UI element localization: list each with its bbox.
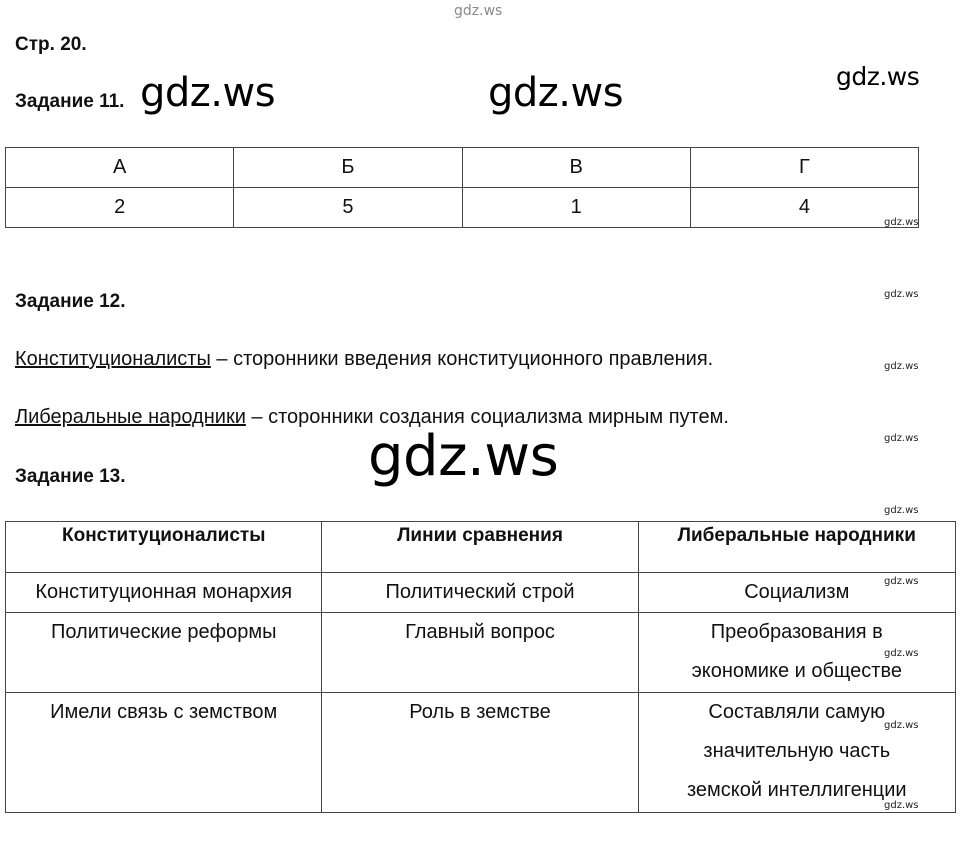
- page-reference: Стр. 20.: [15, 34, 87, 55]
- column-header: Либеральные народники: [638, 522, 955, 573]
- table-cell: Имели связь с земством: [6, 693, 322, 813]
- watermark-large: gdz.ws: [368, 424, 559, 489]
- definition-text: – сторонники создания социализма мирным путем.: [245, 406, 729, 428]
- table-cell: Социализм: [638, 573, 955, 613]
- column-header: Линии сравнения: [322, 522, 638, 573]
- watermark-medium: gdz.ws: [836, 62, 920, 91]
- table-cell: Г: [690, 148, 918, 188]
- table-cell: 4: [690, 188, 918, 228]
- task11-title: Задание 11.: [15, 91, 125, 112]
- column-header: Конституционалисты: [6, 522, 322, 573]
- definition-text: – сторонники введения конституционного правления.: [210, 348, 714, 370]
- comparison-table: [5, 521, 956, 813]
- table-cell: Преобразования в экономике и обществе: [638, 613, 955, 693]
- watermark-large: gdz.ws: [488, 70, 624, 116]
- watermark-small: gdz.ws: [884, 289, 919, 300]
- table-cell: В: [462, 148, 690, 188]
- watermark-small: gdz.ws: [884, 576, 919, 587]
- table-cell: 5: [234, 188, 462, 228]
- table-row: [6, 573, 956, 613]
- watermark-small: gdz.ws: [884, 800, 919, 811]
- watermark-top: gdz.ws: [454, 3, 503, 19]
- task12-title: Задание 12.: [15, 291, 126, 312]
- watermark-small: gdz.ws: [884, 361, 919, 372]
- table-cell: 1: [462, 188, 690, 228]
- watermark-small: gdz.ws: [884, 217, 919, 228]
- table-cell: 2: [6, 188, 234, 228]
- task11-answer-table: [5, 147, 919, 228]
- watermark-small: gdz.ws: [884, 648, 919, 659]
- watermark-small: gdz.ws: [884, 433, 919, 444]
- term: Конституционалисты: [15, 348, 211, 370]
- definition-constitutionalists: [15, 348, 713, 371]
- table-row: [6, 613, 956, 693]
- table-row: [6, 693, 956, 813]
- table-cell: Б: [234, 148, 462, 188]
- table-header-row: [6, 522, 956, 573]
- table-cell: Политические реформы: [6, 613, 322, 693]
- table-cell: А: [6, 148, 234, 188]
- table-cell: Составляли самую значительную часть земской интеллигенции: [638, 693, 955, 813]
- watermark-small: gdz.ws: [884, 505, 919, 516]
- table-cell: Главный вопрос: [322, 613, 638, 693]
- table-row: [6, 188, 919, 228]
- table-header-row: [6, 148, 919, 188]
- watermark-small: gdz.ws: [884, 720, 919, 731]
- table-cell: Политический строй: [322, 573, 638, 613]
- table-cell: Роль в земстве: [322, 693, 638, 813]
- task13-title: Задание 13.: [15, 466, 126, 487]
- watermark-large: gdz.ws: [140, 70, 276, 116]
- table-cell: Конституционная монархия: [6, 573, 322, 613]
- term: Либеральные народники: [15, 406, 246, 428]
